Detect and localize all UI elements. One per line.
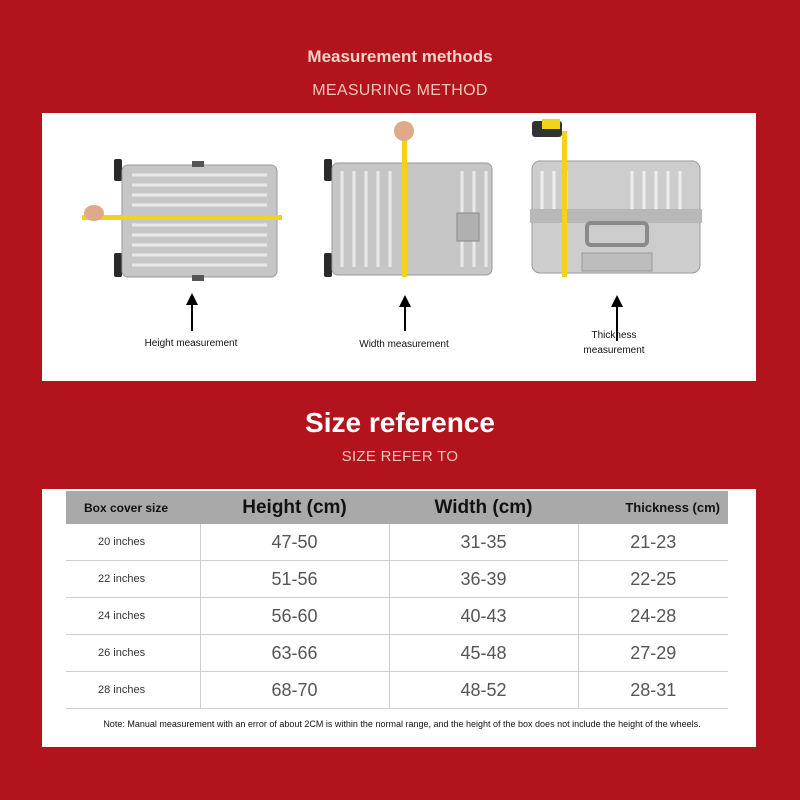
measurement-panel [42, 113, 756, 381]
width-measurement-caption: Width measurement [359, 339, 449, 350]
cell-height: 63-66 [200, 635, 389, 672]
cell-height: 56-60 [200, 598, 389, 635]
size-table-header [66, 491, 728, 524]
cell-size: 28 inches [66, 672, 200, 709]
cell-height: 51-56 [200, 561, 389, 598]
height-measurement-caption: Height measurement [144, 338, 238, 349]
suitcase-thickness-illustration [530, 119, 702, 277]
cell-size: 24 inches [66, 598, 200, 635]
size-table [66, 491, 728, 709]
table-row [66, 524, 728, 561]
size-reference-subtitle: SIZE REFER TO [341, 448, 459, 465]
table-row [66, 561, 728, 598]
column-header-size: Box cover size [66, 491, 200, 524]
cell-height: 68-70 [200, 672, 389, 709]
measurement-note: Note: Manual measurement with an error of about 2CM is within the normal range, and the height of the box does not include the height of the wheels. [103, 719, 701, 729]
table-row [66, 598, 728, 635]
cell-thickness: 21-23 [578, 524, 728, 561]
measurement-subtitle: MEASURING METHOD [312, 82, 488, 99]
measurement-title: Measurement methods [307, 47, 493, 66]
cell-thickness: 24-28 [578, 598, 728, 635]
suitcase-width-illustration [324, 121, 492, 277]
cell-width: 48-52 [389, 672, 578, 709]
cell-thickness: 28-31 [578, 672, 728, 709]
cell-width: 40-43 [389, 598, 578, 635]
cell-width: 45-48 [389, 635, 578, 672]
column-header-height: Height (cm) [200, 491, 389, 524]
cell-size: 20 inches [66, 524, 200, 561]
cell-height: 47-50 [200, 524, 389, 561]
size-reference-title: Size reference [305, 407, 495, 438]
thickness-measurement-caption: Thickness measurement [583, 330, 645, 356]
cell-width: 31-35 [389, 524, 578, 561]
cell-width: 36-39 [389, 561, 578, 598]
table-row [66, 635, 728, 672]
column-header-width: Width (cm) [389, 491, 578, 524]
table-row [66, 672, 728, 709]
cell-thickness: 22-25 [578, 561, 728, 598]
cell-size: 22 inches [66, 561, 200, 598]
cell-size: 26 inches [66, 635, 200, 672]
size-reference-panel [42, 489, 756, 747]
cell-thickness: 27-29 [578, 635, 728, 672]
column-header-thickness: Thickness (cm) [578, 491, 728, 524]
suitcase-height-illustration [82, 159, 282, 281]
